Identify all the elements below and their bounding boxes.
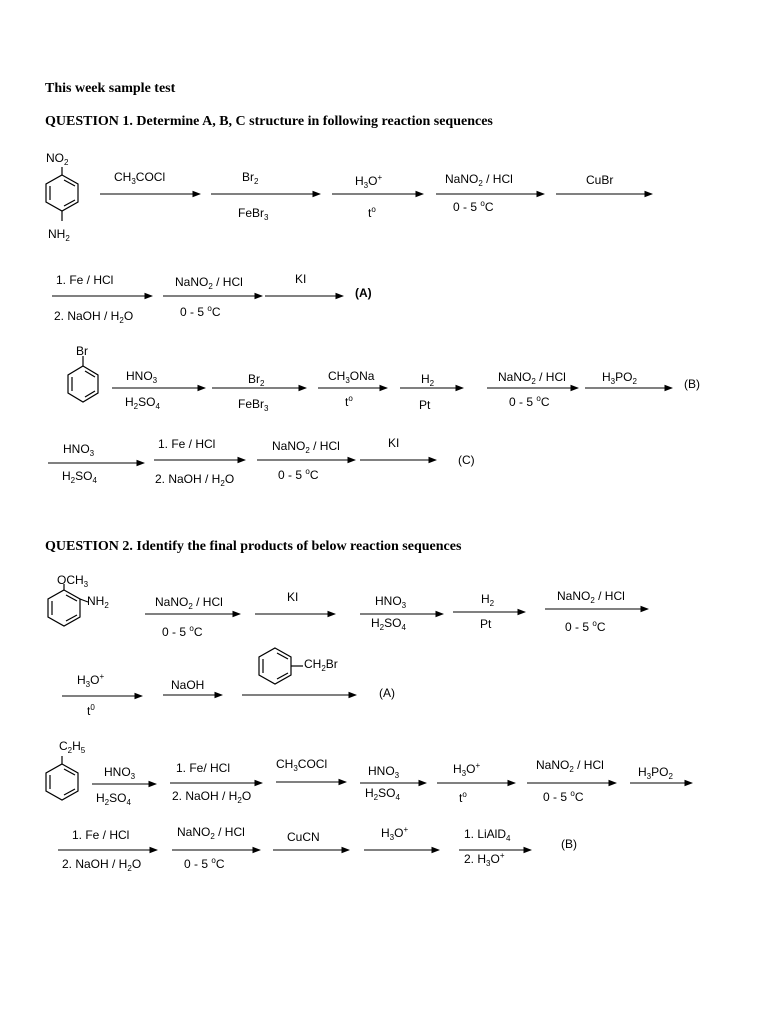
q2b-condition-1: $H_2SO_4$ <box>96 791 131 807</box>
q1b-condition-8: 2. NaOH / $H_2O$ <box>155 472 235 488</box>
q2a-condition-5: 0 - 5 $^o$C <box>565 619 606 634</box>
q2b-condition-2: 2. NaOH / $H_2O$ <box>172 789 252 805</box>
q1b-reagent-3: $CH_3ONa$ <box>328 369 375 385</box>
q2b-reagent-12: 1. LiAlD$_4$ <box>464 827 511 843</box>
q2a-reagent-5: NaNO$_2$ / HCl <box>557 589 625 605</box>
q1b-reagent-6: $H_3PO_2$ <box>602 370 637 386</box>
q1b-reagent-1: $HNO_3$ <box>126 369 158 385</box>
q2a-reagent-1: NaNO$_2$ / HCl <box>155 595 223 611</box>
q1a-reagent-2: $Br_2$ <box>242 170 259 186</box>
q2a-reagent-4: $H_2$ <box>481 592 495 608</box>
q2b-condition-12: 2. $H_3O^+$ <box>464 851 505 868</box>
q1b-condition-3: $t^o$ <box>345 394 353 409</box>
q1b-reagent-5: NaNO$_2$ / HCl <box>498 370 566 386</box>
q2a-condition-6: $t^0$ <box>87 703 95 718</box>
benzene-ring-q2b <box>46 756 78 800</box>
q2b-condition-6: 0 - 5 $^o$C <box>543 789 584 804</box>
question-2-title: QUESTION 2. Identify the final products of below reaction sequences <box>45 539 462 554</box>
q2b-reagent-2: 1. Fe/ HCl <box>176 761 231 775</box>
q1b-reagent-7: $HNO_3$ <box>63 442 95 458</box>
q1a-reagent-5: CuBr <box>586 173 614 187</box>
q2b-product-b: (B) <box>561 837 577 851</box>
question-1-title: QUESTION 1. Determine A, B, C structure in following reaction sequences <box>45 114 493 129</box>
q2b-start-ethyl: $C_2H_5$ <box>59 739 86 755</box>
q2b-condition-9: 0 - 5 $^o$C <box>184 856 225 871</box>
q1a-condition-3: $t^o$ <box>368 205 376 220</box>
q1a-condition-7: 0 - 5 $^o$C <box>180 304 221 319</box>
q2a-reagent-3: $HNO_3$ <box>375 594 407 610</box>
q2a-start-methoxy: $OCH_3$ <box>57 573 89 589</box>
benzene-ring-benzyl <box>259 648 303 684</box>
q1a-reagent-7: NaNO$_2$ / HCl <box>175 275 243 291</box>
q1b-reagent-4: $H_2$ <box>421 372 435 388</box>
q2b-reagent-10: CuCN <box>287 830 320 844</box>
q1a-product-a: (A) <box>355 286 372 300</box>
q2a-reagent-2: KI <box>287 590 299 604</box>
q1b-start-bromo: Br <box>76 344 88 358</box>
q1a-reagent-4: NaNO$_2$ / HCl <box>445 172 513 188</box>
q1b-condition-2: FeBr$_3$ <box>238 397 269 413</box>
q1b-reagent-8: 1. Fe / HCl <box>158 437 216 451</box>
q1a-start-nitro: $NO_2$ <box>46 151 69 167</box>
q2b-condition-4: $H_2SO_4$ <box>365 786 400 802</box>
q2b-reagent-9: NaNO$_2$ / HCl <box>177 825 245 841</box>
q2b-reagent-11: $H_3O^+$ <box>381 825 409 842</box>
page-heading: This week sample test <box>45 81 176 96</box>
q2a-condition-1: 0 - 5 $^o$C <box>162 624 203 639</box>
q1b-product-b: (B) <box>684 377 700 391</box>
q1a-reagent-8: KI <box>295 272 307 286</box>
q2b-reagent-8: 1. Fe / HCl <box>72 828 130 842</box>
q2b-reagent-4: $HNO_3$ <box>368 764 400 780</box>
benzene-ring-q1a <box>46 167 78 221</box>
q1b-condition-9: 0 - 5 $^o$C <box>278 467 319 482</box>
q2b-reagent-3: $CH_3COCl$ <box>276 757 328 773</box>
q1b-condition-1: $H_2SO_4$ <box>125 395 160 411</box>
q1a-condition-2: FeBr$_3$ <box>238 206 269 222</box>
q2a-condition-4: Pt <box>480 617 492 631</box>
q2b-reagent-6: NaNO$_2$ / HCl <box>536 758 604 774</box>
q2b-reagent-5: $H_3O^+$ <box>453 761 481 778</box>
q1a-condition-6: 2. NaOH / $H_2O$ <box>54 309 134 325</box>
q1b-reagent-10: KI <box>388 436 400 450</box>
q1a-reagent-3: $H_3O^+$ <box>355 173 383 190</box>
q1a-reagent-6: 1. Fe / HCl <box>56 273 114 287</box>
q2a-benzyl-bromide: $CH_2Br$ <box>304 657 338 673</box>
q1b-product-c: (C) <box>458 453 475 467</box>
q2a-product-a: (A) <box>379 686 395 700</box>
q1b-condition-5: 0 - 5 $^o$C <box>509 394 550 409</box>
q2a-start-amine: $NH_2$ <box>87 594 109 610</box>
q2b-reagent-1: $HNO_3$ <box>104 765 136 781</box>
q2b-condition-5: $t^o$ <box>459 790 467 805</box>
q1b-condition-4: Pt <box>419 398 431 412</box>
q2b-condition-8: 2. NaOH / $H_2O$ <box>62 857 142 873</box>
q1b-reagent-9: NaNO$_2$ / HCl <box>272 439 340 455</box>
q2a-reagent-6: $H_3O^+$ <box>77 672 105 689</box>
benzene-ring-q1b <box>68 356 98 402</box>
q1a-condition-4: 0 - 5 $^o$C <box>453 199 494 214</box>
q2a-condition-3: $H_2SO_4$ <box>371 616 406 632</box>
benzene-ring-q2a <box>48 584 88 626</box>
q1b-reagent-2: $Br_2$ <box>248 372 265 388</box>
q2a-reagent-7: NaOH <box>171 678 205 692</box>
q1a-reagent-1: $CH_3COCl$ <box>114 170 166 186</box>
q1b-condition-7: $H_2SO_4$ <box>62 469 97 485</box>
q1a-start-amine: $NH_2$ <box>48 227 70 243</box>
q2b-reagent-7: $H_3PO_2$ <box>638 765 673 781</box>
